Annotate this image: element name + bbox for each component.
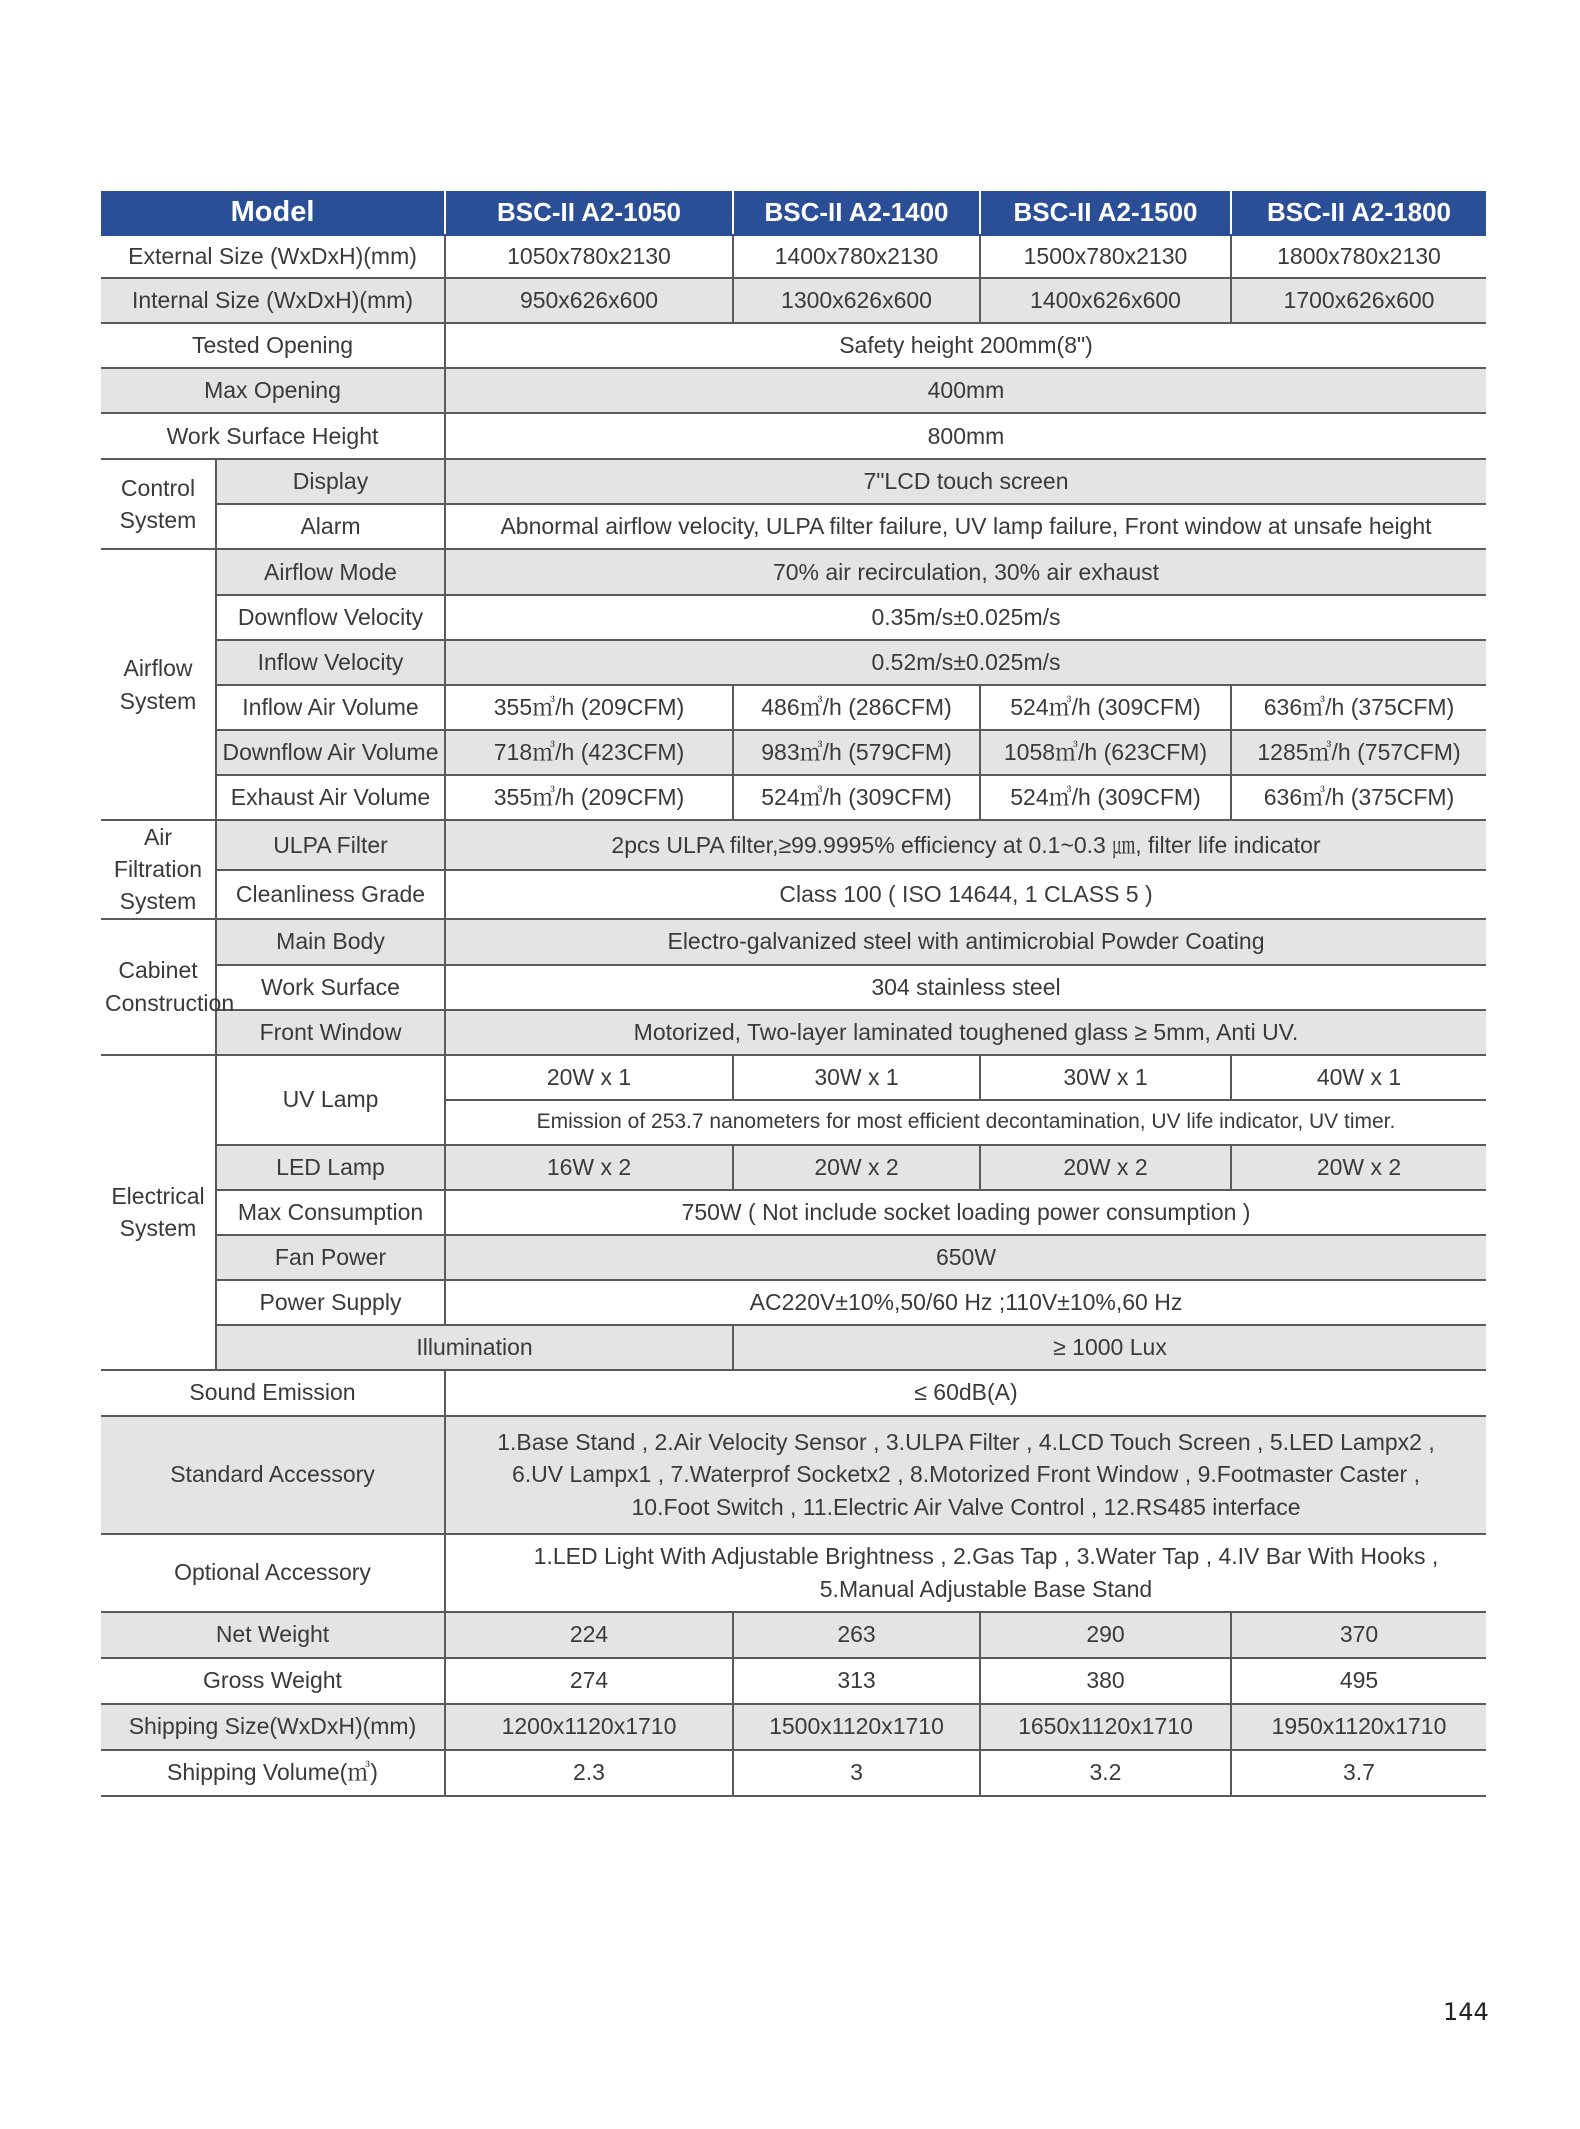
row-label: Fan Power bbox=[216, 1235, 445, 1280]
main-body-row bbox=[101, 919, 1486, 965]
row-label: Max Consumption bbox=[216, 1190, 445, 1235]
cell-value: 0.35m/s±0.025m/s bbox=[445, 595, 1486, 640]
row-label: External Size (WxDxH)(mm) bbox=[101, 235, 445, 278]
cell-value: Class 100 ( ISO 14644, 1 CLASS 5 ) bbox=[445, 870, 1486, 919]
row-label: Display bbox=[216, 459, 445, 504]
accessory-line: 6.UV Lampx1 , 7.Waterprof Socketx2 , 8.Motorized Front Window , 9.Footmaster Caster , bbox=[512, 1461, 1420, 1488]
cell-value: ≥ 1000 Lux bbox=[733, 1325, 1486, 1370]
cell-value: 355㎥/h (209CFM) bbox=[445, 775, 733, 820]
accessory-line: 1.Base Stand , 2.Air Velocity Sensor , 3.ULPA Filter , 4.LCD Touch Screen , 5.LED Lampx2 , bbox=[497, 1429, 1435, 1456]
cell-value: 290 bbox=[980, 1612, 1231, 1658]
row-label: Inflow Velocity bbox=[216, 640, 445, 685]
row-label: Shipping Size(WxDxH)(mm) bbox=[101, 1704, 445, 1750]
model-column-1400: BSC-II A2-1400 bbox=[733, 191, 980, 235]
gross-weight-row bbox=[101, 1658, 1486, 1704]
cell-value: 486㎥/h (286CFM) bbox=[733, 685, 980, 730]
cell-value: 524㎥/h (309CFM) bbox=[980, 775, 1231, 820]
cell-value: Abnormal airflow velocity, ULPA filter failure, UV lamp failure, Front window at unsafe height bbox=[445, 504, 1486, 549]
net-weight-row bbox=[101, 1612, 1486, 1658]
display-row bbox=[101, 459, 1486, 504]
cell-value: ≤ 60dB(A) bbox=[445, 1370, 1486, 1416]
cell-value: 1700x626x600 bbox=[1231, 278, 1486, 323]
standard-accessory-row bbox=[101, 1416, 1486, 1534]
cell-value: 1950x1120x1710 bbox=[1231, 1704, 1486, 1750]
inflow-velocity-row bbox=[101, 640, 1486, 685]
cell-value: 718㎥/h (423CFM) bbox=[445, 730, 733, 775]
control-system-group bbox=[101, 459, 216, 549]
downflow-air-volume-row bbox=[101, 730, 1486, 775]
cell-value: 380 bbox=[980, 1658, 1231, 1704]
model-header: Model bbox=[101, 191, 445, 235]
cell-value: 1400x626x600 bbox=[980, 278, 1231, 323]
row-label: Shipping Volume(㎥) bbox=[101, 1750, 445, 1796]
cabinet-construction-group bbox=[101, 919, 235, 1055]
electrical-system-group bbox=[101, 1055, 216, 1370]
work-surface-row bbox=[101, 965, 1486, 1010]
row-label: Downflow Velocity bbox=[216, 595, 445, 640]
row-label: Main Body bbox=[216, 919, 445, 965]
group-label: Filtration bbox=[113, 856, 203, 883]
cell-value: 1650x1120x1710 bbox=[980, 1704, 1231, 1750]
cell-value: Electro-galvanized steel with antimicrobial Powder Coating bbox=[445, 919, 1486, 965]
cell-value: 1400x780x2130 bbox=[733, 235, 980, 278]
cell-value: 370 bbox=[1231, 1612, 1486, 1658]
group-label: Cabinet bbox=[118, 957, 198, 984]
cell-value: 1300x626x600 bbox=[733, 278, 980, 323]
cell-value: 304 stainless steel bbox=[445, 965, 1486, 1010]
inflow-air-volume-row bbox=[101, 685, 1486, 730]
power-supply-row bbox=[101, 1280, 1486, 1325]
cell-value: 1285㎥/h (757CFM) bbox=[1231, 730, 1486, 775]
row-label: Work Surface Height bbox=[101, 413, 445, 459]
external-size-row bbox=[101, 235, 1486, 278]
cell-value: 1058㎥/h (623CFM) bbox=[980, 730, 1231, 775]
max-opening-row bbox=[101, 368, 1486, 413]
group-label: Airflow bbox=[123, 655, 193, 682]
cleanliness-grade-row bbox=[101, 870, 1486, 919]
cell-value: 636㎥/h (375CFM) bbox=[1231, 775, 1486, 820]
cell-value: 1200x1120x1710 bbox=[445, 1704, 733, 1750]
accessory-list bbox=[445, 1416, 1486, 1534]
row-label: Optional Accessory bbox=[101, 1534, 445, 1612]
optional-accessory-row bbox=[101, 1534, 1486, 1612]
group-label: System bbox=[119, 1215, 197, 1242]
led-lamp-row bbox=[101, 1145, 1486, 1190]
cell-value: 3.7 bbox=[1231, 1750, 1486, 1796]
air-filtration-system-group bbox=[101, 820, 216, 919]
cell-value: 263 bbox=[733, 1612, 980, 1658]
row-label: Standard Accessory bbox=[101, 1416, 445, 1534]
airflow-mode-row bbox=[101, 549, 1486, 595]
group-label: System bbox=[119, 507, 197, 533]
header-row bbox=[101, 191, 1486, 235]
cell-value: 20W x 2 bbox=[733, 1145, 980, 1190]
cell-value: 2.3 bbox=[445, 1750, 733, 1796]
cell-value: 495 bbox=[1231, 1658, 1486, 1704]
cell-value: 20W x 2 bbox=[980, 1145, 1231, 1190]
cell-value: 70% air recirculation, 30% air exhaust bbox=[445, 549, 1486, 595]
row-label: Net Weight bbox=[101, 1612, 445, 1658]
alarm-row bbox=[101, 504, 1486, 549]
row-label: Inflow Air Volume bbox=[216, 685, 445, 730]
cell-value: 30W x 1 bbox=[980, 1055, 1231, 1100]
downflow-velocity-row bbox=[101, 595, 1486, 640]
group-label: System bbox=[119, 687, 197, 714]
airflow-system-group bbox=[101, 549, 216, 820]
cell-value: 16W x 2 bbox=[445, 1145, 733, 1190]
row-label: Max Opening bbox=[101, 368, 445, 413]
specification-table bbox=[101, 191, 1486, 1797]
cell-value: 1800x780x2130 bbox=[1231, 235, 1486, 278]
cell-value: 750W ( Not include socket loading power consumption ) bbox=[445, 1190, 1486, 1235]
cell-value: 224 bbox=[445, 1612, 733, 1658]
shipping-volume-row bbox=[101, 1750, 1486, 1796]
cell-value: 7"LCD touch screen bbox=[445, 459, 1486, 504]
row-label: Tested Opening bbox=[101, 323, 445, 368]
cell-value: 1500x1120x1710 bbox=[733, 1704, 980, 1750]
accessory-line: 10.Foot Switch , 11.Electric Air Valve Control , 12.RS485 interface bbox=[631, 1493, 1301, 1520]
group-label: Control bbox=[120, 474, 196, 501]
sound-emission-row bbox=[101, 1370, 1486, 1416]
row-label: Cleanliness Grade bbox=[216, 870, 445, 919]
cell-value: 30W x 1 bbox=[733, 1055, 980, 1100]
cell-value: 524㎥/h (309CFM) bbox=[733, 775, 980, 820]
cell-value: 40W x 1 bbox=[1231, 1055, 1486, 1100]
page-number: 144 bbox=[1443, 1998, 1489, 2026]
cell-value: 0.52m/s±0.025m/s bbox=[445, 640, 1486, 685]
ulpa-filter-row bbox=[101, 820, 1486, 870]
row-label: Front Window bbox=[216, 1010, 445, 1055]
cell-value: 950x626x600 bbox=[445, 278, 733, 323]
row-label: ULPA Filter bbox=[216, 820, 445, 870]
shipping-size-row bbox=[101, 1704, 1486, 1750]
cell-value: Emission of 253.7 nanometers for most efficient decontamination, UV life indicator, UV timer. bbox=[445, 1100, 1486, 1145]
cell-value: 1050x780x2130 bbox=[445, 235, 733, 278]
internal-size-row bbox=[101, 278, 1486, 323]
cell-value: 650W bbox=[445, 1235, 1486, 1280]
cell-value: 800mm bbox=[445, 413, 1486, 459]
cell-value: 636㎥/h (375CFM) bbox=[1231, 685, 1486, 730]
row-label: UV Lamp bbox=[216, 1055, 445, 1145]
cell-value: Motorized, Two-layer laminated toughened glass ≥ 5mm, Anti UV. bbox=[445, 1010, 1486, 1055]
row-label: Sound Emission bbox=[101, 1370, 445, 1416]
max-consumption-row bbox=[101, 1190, 1486, 1235]
tested-opening-row bbox=[101, 323, 1486, 368]
group-label: Construction bbox=[105, 989, 235, 1016]
cell-value: 2pcs ULPA filter,≥99.9995% efficiency at 0.1~0.3 ㎛, filter life indicator bbox=[445, 820, 1486, 870]
group-label: Electrical bbox=[111, 1182, 205, 1209]
front-window-row bbox=[101, 1010, 1486, 1055]
model-column-1050: BSC-II A2-1050 bbox=[445, 191, 733, 235]
cell-value: 3 bbox=[733, 1750, 980, 1796]
cell-value: 274 bbox=[445, 1658, 733, 1704]
work-surface-height-row bbox=[101, 413, 1486, 459]
cell-value: 20W x 2 bbox=[1231, 1145, 1486, 1190]
fan-power-row bbox=[101, 1235, 1486, 1280]
cell-value: 313 bbox=[733, 1658, 980, 1704]
row-label: Exhaust Air Volume bbox=[216, 775, 445, 820]
cell-value: 355㎥/h (209CFM) bbox=[445, 685, 733, 730]
model-column-1800: BSC-II A2-1800 bbox=[1231, 191, 1486, 235]
cell-value: 3.2 bbox=[980, 1750, 1231, 1796]
row-label: Work Surface bbox=[216, 965, 445, 1010]
cell-value: 524㎥/h (309CFM) bbox=[980, 685, 1231, 730]
cell-value: 20W x 1 bbox=[445, 1055, 733, 1100]
uv-lamp-row bbox=[101, 1055, 1486, 1100]
cell-value: AC220V±10%,50/60 Hz ;110V±10%,60 Hz bbox=[445, 1280, 1486, 1325]
cell-value: 983㎥/h (579CFM) bbox=[733, 730, 980, 775]
row-label: Downflow Air Volume bbox=[216, 730, 445, 775]
cell-value: 1500x780x2130 bbox=[980, 235, 1231, 278]
cell-value: Safety height 200mm(8") bbox=[445, 323, 1486, 368]
model-column-1500: BSC-II A2-1500 bbox=[980, 191, 1231, 235]
cell-value: 400mm bbox=[445, 368, 1486, 413]
illumination-row bbox=[101, 1325, 1486, 1370]
accessory-line: 5.Manual Adjustable Base Stand bbox=[819, 1575, 1153, 1602]
accessory-list bbox=[445, 1534, 1486, 1612]
row-label: LED Lamp bbox=[216, 1145, 445, 1190]
row-label: Illumination bbox=[216, 1325, 733, 1370]
row-label: Alarm bbox=[216, 504, 445, 549]
row-label: Internal Size (WxDxH)(mm) bbox=[101, 278, 445, 323]
group-label: Air bbox=[143, 824, 173, 850]
row-label: Airflow Mode bbox=[216, 549, 445, 595]
row-label: Gross Weight bbox=[101, 1658, 445, 1704]
exhaust-air-volume-row bbox=[101, 775, 1486, 820]
accessory-line: 1.LED Light With Adjustable Brightness , 2.Gas Tap , 3.Water Tap , 4.IV Bar With Hooks , bbox=[533, 1543, 1439, 1570]
row-label: Power Supply bbox=[216, 1280, 445, 1325]
group-label: System bbox=[119, 888, 197, 915]
